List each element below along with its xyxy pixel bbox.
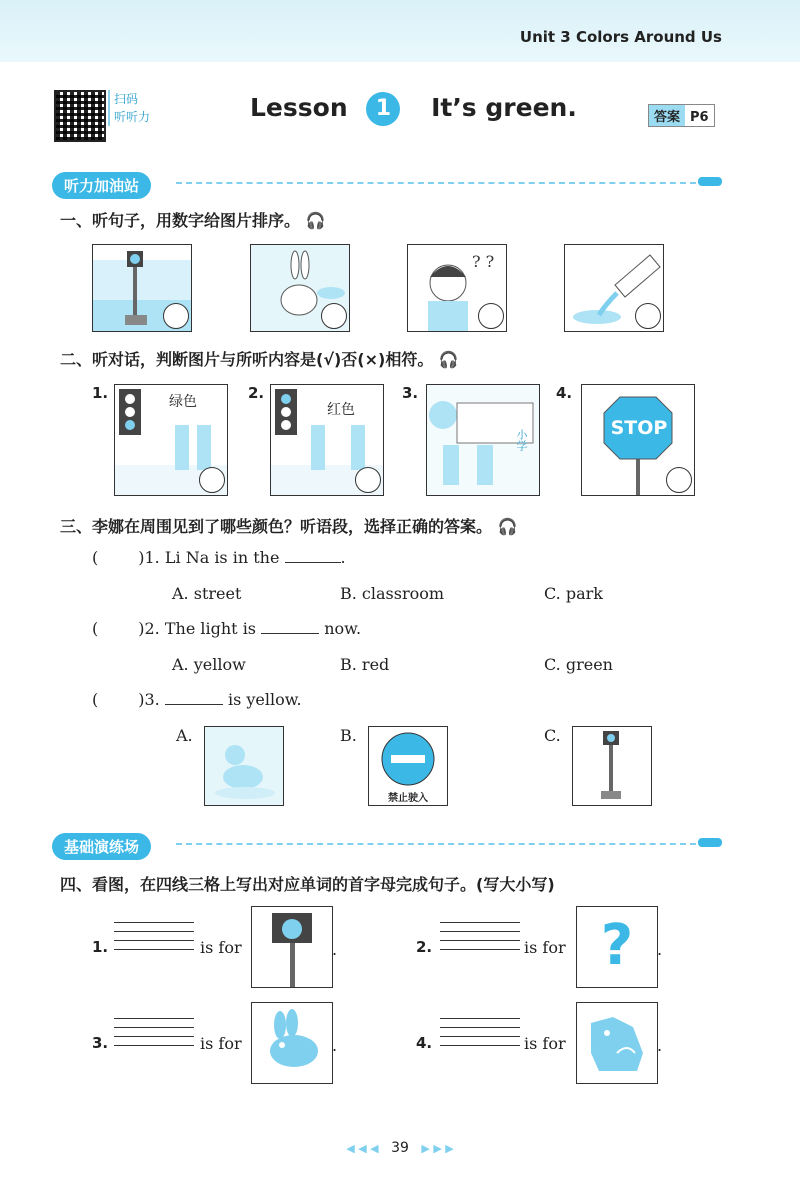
q3-item-1 xyxy=(92,548,346,567)
answer-paren-close: ) xyxy=(138,548,145,567)
q2-item-number: 4. xyxy=(556,384,573,402)
q1-picture-rabbit xyxy=(250,244,350,332)
q1-picture-traffic-light xyxy=(92,244,192,332)
answer-circle[interactable] xyxy=(163,303,189,329)
q3-text-end: . xyxy=(340,548,346,567)
q3-option[interactable]: C. xyxy=(544,726,561,745)
q4-text: is for xyxy=(524,1034,566,1053)
stop-sign-text: STOP xyxy=(610,417,668,439)
rabbit-papercut-icon xyxy=(252,1003,332,1083)
q3-title xyxy=(60,514,518,537)
q2-item-number: 3. xyxy=(402,384,419,402)
headphones-icon: 🎧 xyxy=(438,350,459,369)
section-listening: 听力加油站 xyxy=(52,172,151,199)
four-line-grid[interactable] xyxy=(440,1018,520,1048)
answer-paren-open: ( xyxy=(92,690,99,709)
section-divider xyxy=(176,182,696,184)
answer-paren-open: ( xyxy=(92,619,99,638)
fill-blank[interactable] xyxy=(261,633,319,634)
q1-title-text: 一、听句子，用数字给图片排序。 xyxy=(60,211,301,230)
answer-circle[interactable] xyxy=(478,303,504,329)
q4-number: 2. xyxy=(416,938,433,956)
answer-reference[interactable] xyxy=(648,104,715,127)
fill-blank[interactable] xyxy=(165,704,223,705)
answer-circle[interactable] xyxy=(321,303,347,329)
q3-option[interactable]: A. street xyxy=(172,584,242,603)
q2-title-text: 二、听对话，判断图片与所听内容是(√)否(×)相符。 xyxy=(60,350,434,369)
school-sign: 小学 xyxy=(515,429,528,451)
scan-hint-line1: 扫码 xyxy=(114,92,139,106)
duck-icon xyxy=(205,727,283,805)
q4-picture-question-mark xyxy=(576,906,658,988)
q4-text: is for xyxy=(200,938,242,957)
q4-picture-dog-papercut xyxy=(576,1002,658,1084)
q4-text: is for xyxy=(524,938,566,957)
q3-text: Li Na is in the xyxy=(164,548,280,567)
q2-picture-1 xyxy=(114,384,228,496)
answer-circle[interactable] xyxy=(635,303,661,329)
answer-paren-open: ( xyxy=(92,548,99,567)
q2-item-number: 1. xyxy=(92,384,109,402)
page-footer xyxy=(330,1140,470,1156)
q4-number: 3. xyxy=(92,1034,109,1052)
lesson-title-text: It’s green. xyxy=(431,93,577,122)
q4-end: . xyxy=(657,1036,663,1055)
q4-number: 4. xyxy=(416,1034,433,1052)
traffic-light-icon xyxy=(252,907,332,987)
q4-picture-traffic-light xyxy=(251,906,333,988)
headphones-icon: 🎧 xyxy=(305,211,326,230)
q2-label: 红色 xyxy=(327,402,355,418)
q3-picture-duck xyxy=(204,726,284,806)
q1-title xyxy=(60,208,326,231)
answer-paren-close: ) xyxy=(138,690,145,709)
q3-number: 2. xyxy=(144,619,160,638)
q4-end: . xyxy=(332,940,338,959)
answer-label: 答案 xyxy=(649,105,685,126)
q3-option[interactable]: B. red xyxy=(340,655,390,674)
q3-option[interactable]: B. xyxy=(340,726,357,745)
answer-paren-close: ) xyxy=(138,619,145,638)
no-entry-caption: 禁止驶入 xyxy=(388,793,428,804)
q1-picture-boy-thinking xyxy=(407,244,507,332)
q3-picture-traffic-light xyxy=(572,726,652,806)
footer-right-arrows: ▶ ▶ ▶ xyxy=(421,1142,454,1155)
unit-title: Unit 3 Colors Around Us xyxy=(519,28,722,46)
q3-option[interactable]: A. yellow xyxy=(172,655,246,674)
four-line-grid[interactable] xyxy=(440,922,520,952)
q2-label: 绿色 xyxy=(169,394,197,410)
q4-text: is for xyxy=(200,1034,242,1053)
section-practice: 基础演练场 xyxy=(52,833,151,860)
dog-papercut-icon xyxy=(577,1003,657,1083)
q3-option[interactable]: C. green xyxy=(544,655,613,674)
footer-left-arrows: ◀ ◀ ◀ xyxy=(346,1142,379,1155)
answer-page: P6 xyxy=(690,110,709,125)
q3-title-text: 三、李娜在周围见到了哪些颜色？听语段，选择正确的答案。 xyxy=(60,517,493,536)
q3-option[interactable]: C. park xyxy=(544,584,603,603)
q4-end: . xyxy=(332,1036,338,1055)
q2-picture-2 xyxy=(270,384,384,496)
pencil-icon xyxy=(698,838,722,847)
q3-number: 3. xyxy=(144,690,160,709)
answer-circle[interactable] xyxy=(199,467,225,493)
q4-number: 1. xyxy=(92,938,109,956)
q3-option[interactable]: B. classroom xyxy=(340,584,445,603)
scan-hint xyxy=(108,90,150,126)
section-divider xyxy=(176,843,696,845)
q4-end: . xyxy=(657,940,663,959)
q3-text-end: now. xyxy=(324,619,362,638)
page-number: 39 xyxy=(391,1140,409,1156)
q3-option[interactable]: A. xyxy=(176,726,193,745)
q2-title xyxy=(60,347,459,370)
answer-circle[interactable] xyxy=(666,467,692,493)
q3-picture-no-entry xyxy=(368,726,448,806)
q2-picture-4 xyxy=(581,384,695,496)
traffic-light-icon xyxy=(573,727,651,805)
q3-text: The light is xyxy=(164,619,257,638)
q3-text-end: is yellow. xyxy=(227,690,302,709)
answer-circle[interactable] xyxy=(355,467,381,493)
q1-picture-paint-tube xyxy=(564,244,664,332)
q2-picture-3 xyxy=(426,384,540,496)
lesson-number: 1 xyxy=(366,92,400,126)
scan-hint-line2: 听听力 xyxy=(114,110,151,124)
pencil-icon xyxy=(698,177,722,186)
q3-number: 1. xyxy=(144,548,160,567)
fill-blank[interactable] xyxy=(285,562,341,563)
four-line-grid[interactable] xyxy=(114,1018,194,1048)
lesson-word: Lesson xyxy=(250,93,348,122)
q3-item-3 xyxy=(92,690,302,709)
four-line-grid[interactable] xyxy=(114,922,194,952)
q3-item-2 xyxy=(92,619,361,638)
qr-code[interactable] xyxy=(54,90,106,142)
question-mark-icon: ? xyxy=(600,913,634,978)
q4-title: 四、看图，在四线三格上写出对应单词的首字母完成句子。(写大小写) xyxy=(60,875,555,894)
lesson-title xyxy=(250,92,577,126)
headphones-icon: 🎧 xyxy=(497,517,518,536)
q4-picture-rabbit-papercut xyxy=(251,1002,333,1084)
q2-item-number: 2. xyxy=(248,384,265,402)
svg-text:? ?: ? ? xyxy=(472,252,495,271)
